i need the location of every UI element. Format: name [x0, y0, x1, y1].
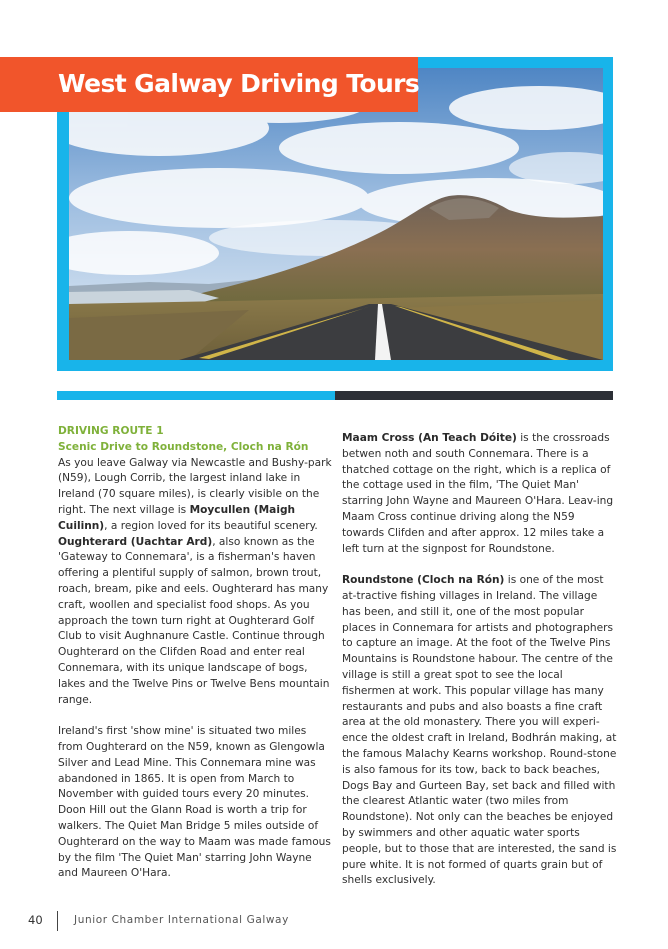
left-paragraph-1-a: As you leave Galway via Newcastle and Bushy-park (N59), Lough Corrib, the largest inland lake in Ireland (70 square miles), is clearly visible on the right. The next village is — [58, 456, 332, 516]
left-paragraph-1-d: , also known as the 'Gateway to Connemara', is a fisherman's haven offering a plentiful supply of salmon, brown trout, roach, bream, pike and eels. Oughterard has many craft, woollen and specialist food shops. As you approach the town turn right at Oughterard Golf Club to visit Aughnanure Castle. Continue through Oughterard on the Clifden Road and enter real Connemara, with its unique landscape of bogs, lakes and the Twelve Pins or Twelve Bens mountain range. — [58, 535, 330, 706]
footer-organization: Junior Chamber International Galway — [74, 914, 289, 926]
right-paragraph-2 — [342, 573, 617, 889]
left-paragraph-1-bold-2: Oughterard (Uachtar Ard) — [58, 535, 213, 548]
route-label: DRIVING ROUTE 1 — [58, 425, 164, 437]
right-paragraph-1-bold: Maam Cross (An Teach Dóite) — [342, 432, 517, 444]
right-paragraph-2-text: is one of the most at-tractive fishing villages in Ireland. The village has been, and still it, one of the most popular places in Connemara for artists and photographers to capture an image. At the foot of the Twelve Pins Mountains is Roundstone habour. The centre of the village is still a great spot to see the local fishermen at work. This popular village has many restaurants and pubs and also boasts a fine craft area at the old monastery. There you will experi-ence the oldest craft in Ireland, Bodhrán making, at the famous Malachy Kearns workshop. Round-stone is also famous for its tow, back to back beaches, Dogs Bay and Gurteen Bay, set back and filled with the clearest Atlantic water (two miles from Roundstone). Not only can the beaches be enjoyed by swimmers and other aquatic water sports people, but to those that are interested, the sand is pure white. It is not formed of quarts grain but of shells exclusively. — [342, 574, 617, 887]
left-paragraph-1-c: , a region loved for its beautiful scenery. — [104, 519, 318, 532]
right-column — [342, 431, 617, 889]
page-number: 40 — [28, 913, 43, 927]
footer-divider — [57, 911, 58, 931]
page-title: West Galway Driving Tours — [58, 69, 420, 98]
right-paragraph-2-bold: Roundstone (Cloch na Rón) — [342, 574, 505, 587]
left-paragraph-2: Ireland's first 'show mine' is situated two miles from Oughterard on the N59, known as Glengowla Silver and Lead Mine. This Connemara mine was abandoned in 1865. It is open from March to November with guided tours every 20 minutes. Doon Hill out the Glann Road is worth a trip for walkers. The Quiet Man Bridge 5 miles outside of Oughterard on the way to Maam was made famous by the film 'The Quiet Man' starring John Wayne and Maureen O'Hara. — [58, 725, 331, 880]
right-paragraph-1 — [342, 431, 617, 557]
left-paragraph-1-bold-1: Moycullen (Maigh Cuilinn) — [58, 503, 296, 532]
divider-bar-dark — [335, 391, 613, 400]
left-column — [58, 424, 333, 882]
right-paragraph-1-text: is the crossroads betwen noth and south Connemara. There is a thatched cottage on the right, which is a replica of the cottage used in the film, 'The Quiet Man' starring John Wayne and Maureen O'Hara. Leav-ing Maam Cross continue driving along the N59 towards Clifden and after approx. 12 miles take a left turn at the signpost for Roundstone. — [342, 432, 614, 555]
route-heading — [58, 424, 333, 708]
route-subtitle: Scenic Drive to Roundstone, Cloch na Rón — [58, 440, 309, 453]
divider-bar-blue — [57, 391, 335, 400]
